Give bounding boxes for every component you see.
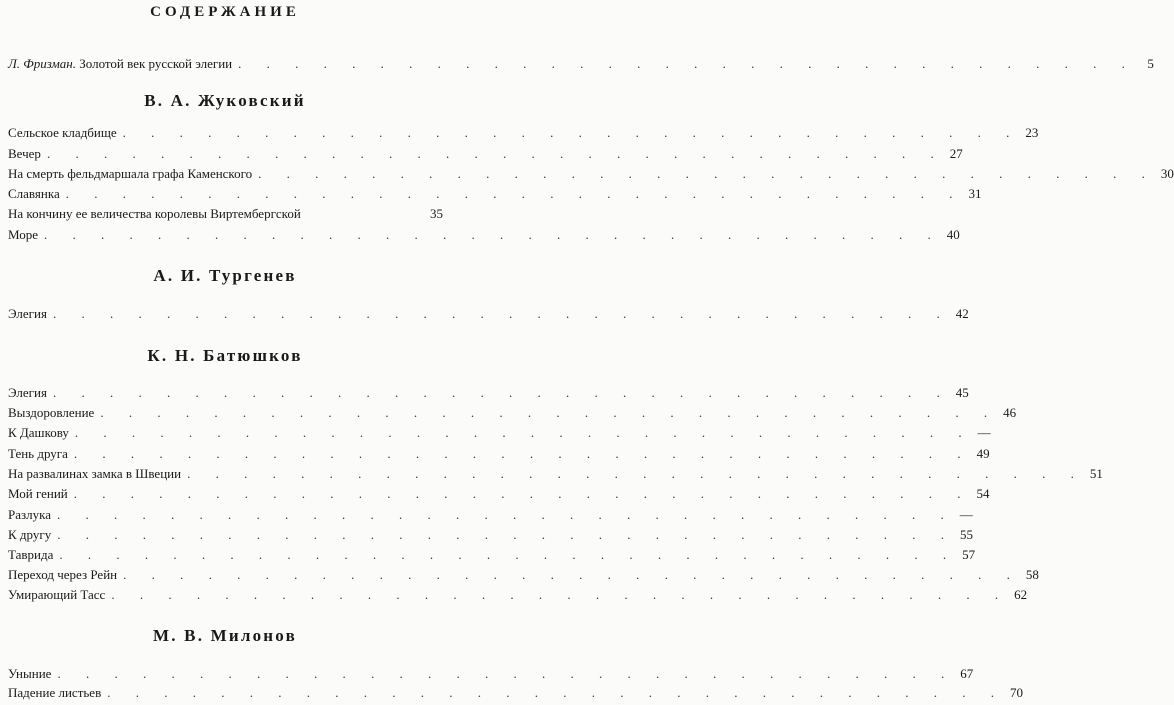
- toc-entry-page: —: [977, 425, 991, 440]
- toc-entry: [8, 385, 969, 405]
- toc-entry-title: Таврида: [8, 547, 54, 562]
- toc-entry-title: [8, 56, 232, 72]
- dot-leader: . . . . . . . . . . . . . . . . . . . . . . . . . . . . . . . .: [57, 527, 955, 542]
- toc-entry-author: Л. Фризман.: [8, 56, 77, 71]
- toc-entry-title: На кончину ее величества королевы Виртембергской: [8, 206, 301, 221]
- toc-entry-page: 31: [968, 186, 982, 201]
- toc-entry-title: Переход через Рейн: [8, 567, 118, 582]
- toc-entry: [8, 405, 1017, 425]
- toc-entry-page: 45: [955, 385, 969, 400]
- toc-entry-page: 35: [430, 206, 443, 221]
- toc-entry: [8, 446, 990, 466]
- toc-entry: [8, 567, 1039, 587]
- dot-leader: . . . . . . . . . . . . . . . . . . . . . . . . . . . . . . . .: [100, 405, 999, 420]
- page-title: СОДЕРЖАНИЕ: [150, 4, 300, 20]
- toc-entry: [8, 186, 982, 206]
- toc-entry-title: К другу: [8, 527, 52, 542]
- toc-entry-page: 30: [1160, 166, 1174, 181]
- toc-entry: [8, 425, 991, 445]
- dot-leader: . . . . . . . . . . . . . . . . . . . . . . . . . . . . . . . .: [52, 385, 951, 400]
- dot-leader: . . . . . . . . . . . . . . . . . . . . . . . . . . . . . . . .: [57, 507, 955, 522]
- toc-entry: [8, 527, 973, 547]
- toc-entry-title: Уныние: [8, 666, 52, 681]
- toc-entry-page: 46: [1003, 405, 1017, 420]
- toc-entry-page: 54: [976, 486, 990, 501]
- dot-leader: . . . . . . . . . . . . . . . . . . . . . . . . . . . . . . . .: [123, 567, 1021, 582]
- toc-entry: [8, 547, 976, 567]
- toc-entry-title: Разлука: [8, 507, 52, 522]
- toc-entry-page: 57: [962, 547, 976, 562]
- toc-entry: [8, 587, 1028, 607]
- toc-entry-title: Сельское кладбище: [8, 125, 117, 140]
- toc-entry-page: —: [959, 507, 973, 522]
- toc-entry-title: Падение листьев: [8, 685, 102, 700]
- toc-entry-page: 55: [959, 527, 973, 542]
- toc-entry: [8, 125, 1039, 145]
- toc-entry-page: 42: [955, 306, 969, 321]
- toc-entry-title: Вечер: [8, 146, 41, 161]
- dot-leader: . . . . . . . . . . . . . . . . . . . . . . . . . . . . . . . .: [238, 56, 1136, 71]
- toc-entry-title-text: Золотой век русской элегии: [76, 56, 233, 71]
- toc-entry-page: 51: [1089, 466, 1103, 481]
- toc-entry: [8, 486, 990, 506]
- toc-entry-title: Выздоровление: [8, 405, 95, 420]
- dot-leader: . . . . . . . . . . . . . . . . . . . . . . . . . . . . . . . .: [52, 306, 951, 321]
- toc-entry-title: Элегия: [8, 306, 47, 321]
- dot-leader: . . . . . . . . . . . . . . . . . . . . . . . . . . . . . . . .: [59, 547, 958, 562]
- toc-entry-title: Умирающий Тасс: [8, 587, 106, 602]
- toc-entry-title: Элегия: [8, 385, 47, 400]
- toc-entry-title: Море: [8, 227, 39, 242]
- toc-entry-page: 23: [1025, 125, 1039, 140]
- toc-entry-page: 27: [949, 146, 963, 161]
- toc-entry-title: К Дашкову: [8, 425, 69, 440]
- dot-leader: . . . . . . . . . . . . . . . . . . . . . . . . . . . . . . . .: [46, 146, 945, 161]
- dot-leader: . . . . . . . . . . . . . . . . . . . . . . . . . . . . . . . .: [44, 227, 942, 242]
- dot-leader: . . . . . . . . . . . . . . . . . . . . . . . . . . . . . . . .: [187, 466, 1085, 481]
- toc-entry: [8, 166, 1174, 186]
- section-heading-milonov: М. В. Милонов: [153, 626, 297, 645]
- toc-entry-title: Мой гений: [8, 486, 68, 501]
- toc-entry: [8, 146, 963, 166]
- section-heading-zhukovsky: В. А. Жуковский: [144, 91, 306, 110]
- toc-entry: [8, 507, 973, 527]
- toc-entry-title: Славянка: [8, 186, 60, 201]
- toc-entry-intro: [8, 56, 1154, 76]
- toc-entry-page: 58: [1025, 567, 1039, 582]
- toc-entry: [8, 466, 1103, 486]
- dot-leader: . . . . . . . . . . . . . . . . . . . . . . . . . . . . . . . .: [107, 685, 1005, 700]
- toc-entry-page: 67: [960, 666, 974, 681]
- dot-leader: . . . . . . . . . . . . . . . . . . . . . . . . . . . . . . . .: [73, 486, 972, 501]
- toc-entry-title: Тень друга: [8, 446, 68, 461]
- dot-leader: . . . . . . . . . . . . . . . . . . . . . . . . . . . . . . . .: [122, 125, 1021, 140]
- toc-entry-title: На развалинах замка в Швеции: [8, 466, 182, 481]
- toc-entry: [8, 685, 1023, 705]
- dot-leader: . . . . . . . . . . . . . . . . . . . . . . . . . . . . . . . .: [65, 186, 964, 201]
- dot-leader: . . . . . . . . . . . . . . . . . . . . . . . . . . . . . . . .: [73, 446, 972, 461]
- toc-entry: [8, 666, 974, 686]
- toc-entry-page: 62: [1014, 587, 1028, 602]
- toc-entry-page: 49: [976, 446, 990, 461]
- toc-entry: [8, 227, 960, 247]
- dot-leader: . . . . . . . . . . . . . . . . . . . . . . . . . . . . . . . .: [258, 166, 1156, 181]
- toc-entry-title: На смерть фельдмаршала графа Каменского: [8, 166, 253, 181]
- toc-entry: [8, 206, 443, 226]
- section-heading-turgenev: А. И. Тургенев: [153, 266, 297, 285]
- toc-entry: [8, 306, 969, 326]
- toc-entry-page: 5: [1147, 56, 1154, 71]
- dot-leader: . . . . . . . . . . . . . . . . . . . . . . . . . . . . . . . .: [111, 587, 1010, 602]
- toc-entry-page: 40: [946, 227, 960, 242]
- dot-leader: . . . . . . . . . . . . . . . . . . . . . . . . . . . . . . . .: [74, 425, 973, 440]
- dot-leader: . . . . . . . . . . . . . . . . . . . . . . . . . . . . . . . .: [57, 666, 956, 681]
- section-heading-batyushkov: К. Н. Батюшков: [147, 346, 303, 365]
- toc-entry-page: 70: [1009, 685, 1023, 700]
